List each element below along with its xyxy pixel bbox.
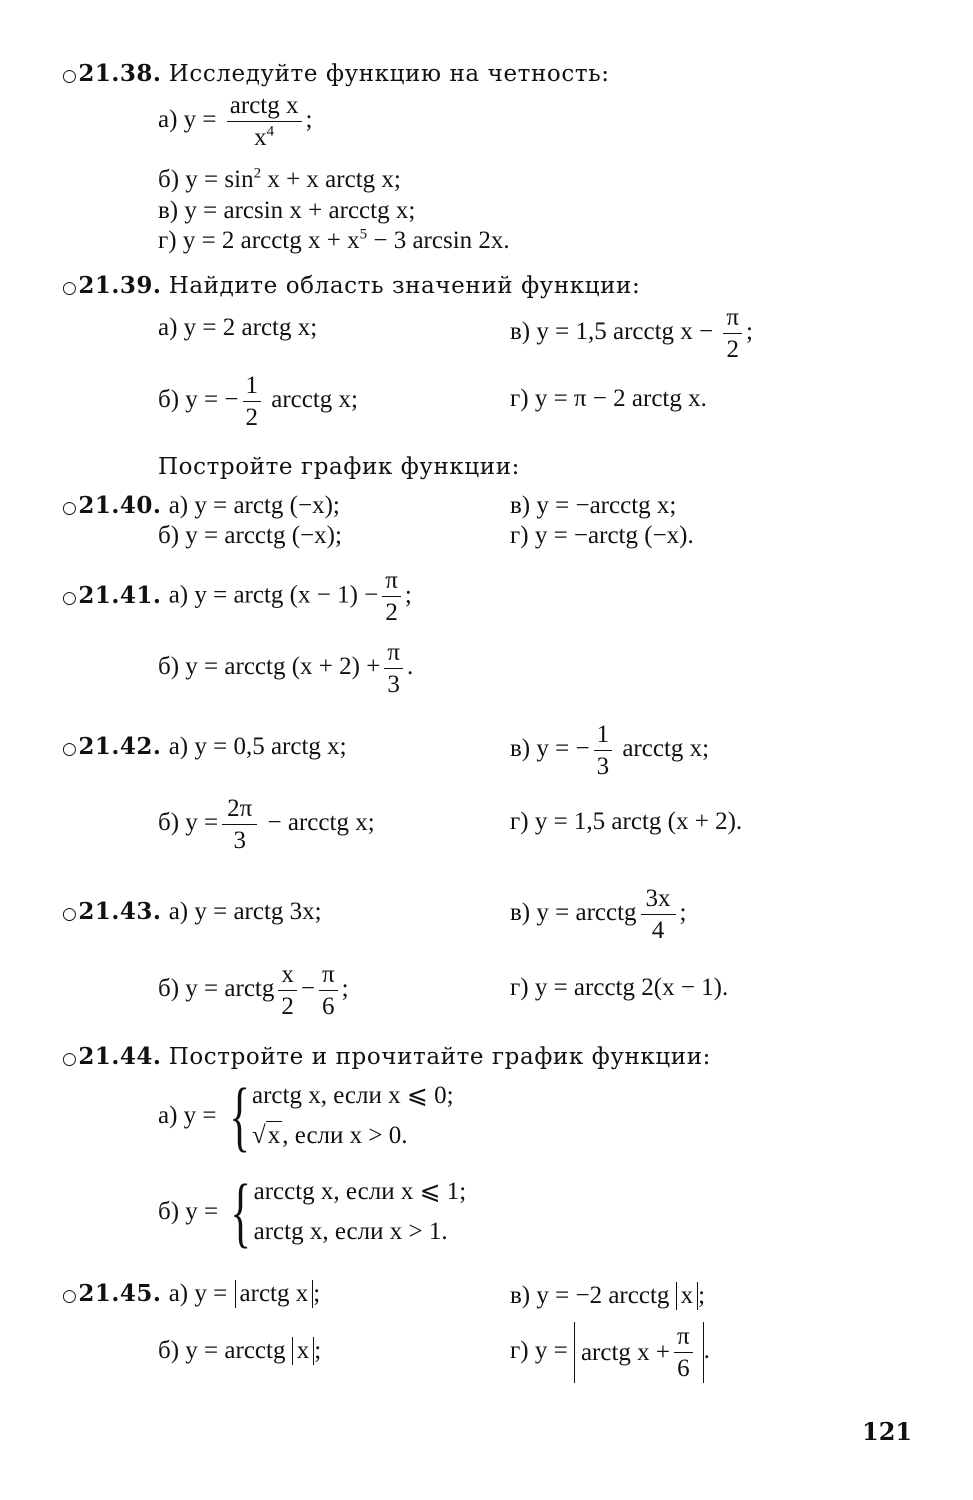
fraction (278, 962, 297, 1019)
numerator: π (319, 962, 338, 991)
problem-number: 21.42. (78, 733, 162, 760)
problem-21-42-a (62, 733, 347, 763)
problem-21-38-a (158, 93, 312, 150)
punctuation: ; (305, 106, 313, 134)
punctuation: ; (313, 1280, 321, 1307)
problem-21-41-a (62, 568, 412, 625)
problem-21-44-a (158, 1072, 454, 1159)
denominator: 6 (322, 993, 335, 1020)
absolute-value: arctg x (235, 1280, 314, 1308)
problem-21-39-b (158, 373, 358, 430)
numerator: π (382, 568, 401, 597)
punctuation: ; (746, 318, 753, 346)
fraction (723, 305, 742, 362)
expr-part: б) y = arcctg (x + 2) + (158, 653, 381, 681)
expr-part: в) y = − (510, 735, 590, 763)
expr-part: а) y = arctg 3x; (168, 898, 322, 925)
problem-21-40-a (62, 492, 340, 522)
numerator: x (278, 962, 297, 991)
problem-21-38-header (62, 60, 610, 90)
numerator: 1 (594, 722, 613, 751)
punctuation: . (703, 1337, 710, 1365)
problem-21-45-b (158, 1337, 321, 1365)
problem-21-44-b (158, 1168, 467, 1255)
item-label: а) y = (158, 1102, 217, 1129)
cases (254, 1172, 467, 1252)
denominator: 2 (281, 993, 294, 1020)
fraction (594, 722, 613, 779)
exponent: 2 (253, 165, 262, 182)
fraction (222, 796, 257, 853)
problem-number: 21.44. (78, 1043, 162, 1070)
case-line: arcctg x, если x ⩽ 1; (253, 1178, 467, 1205)
expr-part: в) y = 1,5 arcctg x − (510, 318, 714, 346)
expr-part: arcctg x; (271, 386, 359, 414)
denominator: 4 (651, 917, 665, 944)
denominator: 2 (726, 336, 739, 363)
problem-21-43-b (158, 962, 349, 1019)
expr-part: б) y = sin (158, 166, 254, 193)
expr-part: , если x > 0. (282, 1122, 408, 1149)
problem-21-40-b: б) y = arcctg (−x); (158, 522, 342, 549)
item-label: а) y = (158, 106, 217, 134)
expr-part: б) y = (158, 809, 219, 837)
fraction (641, 886, 676, 943)
fraction (674, 1324, 693, 1381)
problem-21-38-g (158, 227, 510, 255)
expr-part: x + x arctg x; (261, 166, 401, 193)
problem-marker: ○ (62, 739, 78, 759)
item-label: б) y = (158, 1198, 219, 1225)
problem-marker: ○ (62, 278, 78, 298)
cases (252, 1076, 454, 1156)
fraction (384, 640, 403, 697)
punctuation: ; (679, 899, 687, 927)
numerator: π (723, 305, 742, 334)
problem-21-45-g (510, 1322, 710, 1383)
expr-part: в) y = arcctg (510, 899, 637, 927)
expr-part: − 3 arcsin 2x. (367, 227, 510, 254)
expr-part: а) y = 0,5 arctg x; (168, 733, 347, 760)
punctuation: ; (314, 1337, 322, 1364)
denominator: 3 (596, 753, 610, 780)
expr-part: б) y = arctg (158, 975, 275, 1003)
numerator: arctg x (227, 93, 302, 122)
problem-21-45-a (62, 1280, 320, 1310)
punctuation: ; (698, 1282, 706, 1309)
problem-21-43-v (510, 886, 687, 943)
problem-text: Найдите область значений функции: (168, 273, 641, 299)
punctuation: ; (341, 975, 349, 1003)
expr-part: в) y = −2 arcctg (510, 1282, 670, 1309)
problem-marker: ○ (62, 1049, 78, 1069)
fraction (227, 93, 302, 150)
expr-part: б) y = arcctg (158, 1337, 286, 1364)
problem-21-41-b (158, 640, 413, 697)
fraction (243, 373, 262, 430)
expr-part: − (300, 975, 315, 1003)
numerator: 2π (222, 796, 257, 825)
problem-text: Постройте и прочитайте график функции: (168, 1044, 711, 1070)
expr-part: б) y = − (158, 386, 239, 414)
expr-part: − arcctg x; (267, 809, 375, 837)
problem-marker: ○ (62, 587, 78, 608)
problem-marker: ○ (62, 498, 78, 518)
problem-21-42-b (158, 796, 375, 853)
section-heading: Постройте график функции: (158, 454, 520, 480)
problem-21-39-a: а) y = 2 arctg x; (158, 314, 318, 341)
brace-icon: { (228, 1072, 250, 1159)
problem-21-39-header (62, 272, 640, 302)
brace-icon: { (230, 1168, 252, 1255)
expr-part: г) y = 2 arcctg x + x (158, 227, 360, 254)
problem-number: 21.45. (78, 1280, 162, 1307)
problem-marker: ○ (62, 1286, 78, 1306)
problem-number: 21.41. (78, 581, 162, 609)
exponent: 5 (359, 226, 368, 243)
problem-number: 21.43. (78, 898, 162, 925)
absolute-value (574, 1322, 704, 1383)
piecewise (158, 1168, 467, 1255)
expr-part: а) y = (168, 1280, 228, 1307)
problem-21-38-v: в) y = arcsin x + arcctg x; (158, 197, 416, 224)
problem-21-44-header (62, 1043, 711, 1073)
absolute-value: x (676, 1282, 699, 1310)
problem-21-43-g: г) y = arcctg 2(x − 1). (510, 974, 729, 1001)
exponent: 4 (266, 123, 275, 140)
problem-21-40-v: в) y = −arcctg x; (510, 492, 677, 519)
problem-number: 21.38. (78, 60, 162, 87)
numerator: π (674, 1324, 693, 1353)
expr-part: arcctg x; (622, 735, 710, 763)
fraction (382, 568, 401, 625)
punctuation: . (406, 653, 414, 681)
expr-part: arctg x + (580, 1338, 670, 1366)
problem-21-39-g: г) y = π − 2 arctg x. (510, 385, 707, 412)
problem-marker: ○ (62, 904, 78, 924)
denominator: 3 (233, 827, 246, 854)
denominator: 2 (385, 599, 398, 626)
problem-21-40-g: г) y = −arctg (−x). (510, 522, 694, 549)
punctuation: ; (404, 581, 412, 609)
page-number: 121 (862, 1417, 913, 1446)
denominator: 2 (245, 404, 258, 431)
numerator: 1 (243, 373, 262, 402)
radicand: x (267, 1122, 281, 1149)
absolute-value: x (292, 1337, 315, 1365)
case-line: √x, если x > 0. (251, 1122, 408, 1149)
expr-part: а) y = arctg (−x); (168, 492, 340, 519)
problem-21-42-v (510, 722, 709, 779)
problem-21-39-v (510, 305, 753, 362)
fraction (319, 962, 338, 1019)
denominator: x (254, 124, 267, 151)
denominator: 6 (677, 1355, 690, 1382)
problem-21-42-g: г) y = 1,5 arctg (x + 2). (510, 808, 743, 835)
problem-text: Исследуйте функцию на четность: (168, 61, 610, 87)
problem-number: 21.39. (78, 272, 162, 299)
expr-part: г) y = (510, 1337, 568, 1365)
case-line: arctg x, если x ⩽ 0; (251, 1082, 454, 1109)
problem-marker: ○ (62, 66, 78, 86)
expr-part: а) y = arctg (x − 1) − (168, 581, 379, 609)
problem-21-45-v (510, 1282, 705, 1310)
problem-number: 21.40. (78, 492, 162, 519)
piecewise (158, 1072, 454, 1159)
numerator: π (384, 640, 403, 669)
numerator: 3x (641, 886, 676, 915)
case-line: arctg x, если x > 1. (253, 1218, 448, 1245)
problem-21-43-a (62, 898, 322, 928)
problem-21-38-b (158, 166, 401, 194)
denominator: 3 (387, 671, 400, 698)
